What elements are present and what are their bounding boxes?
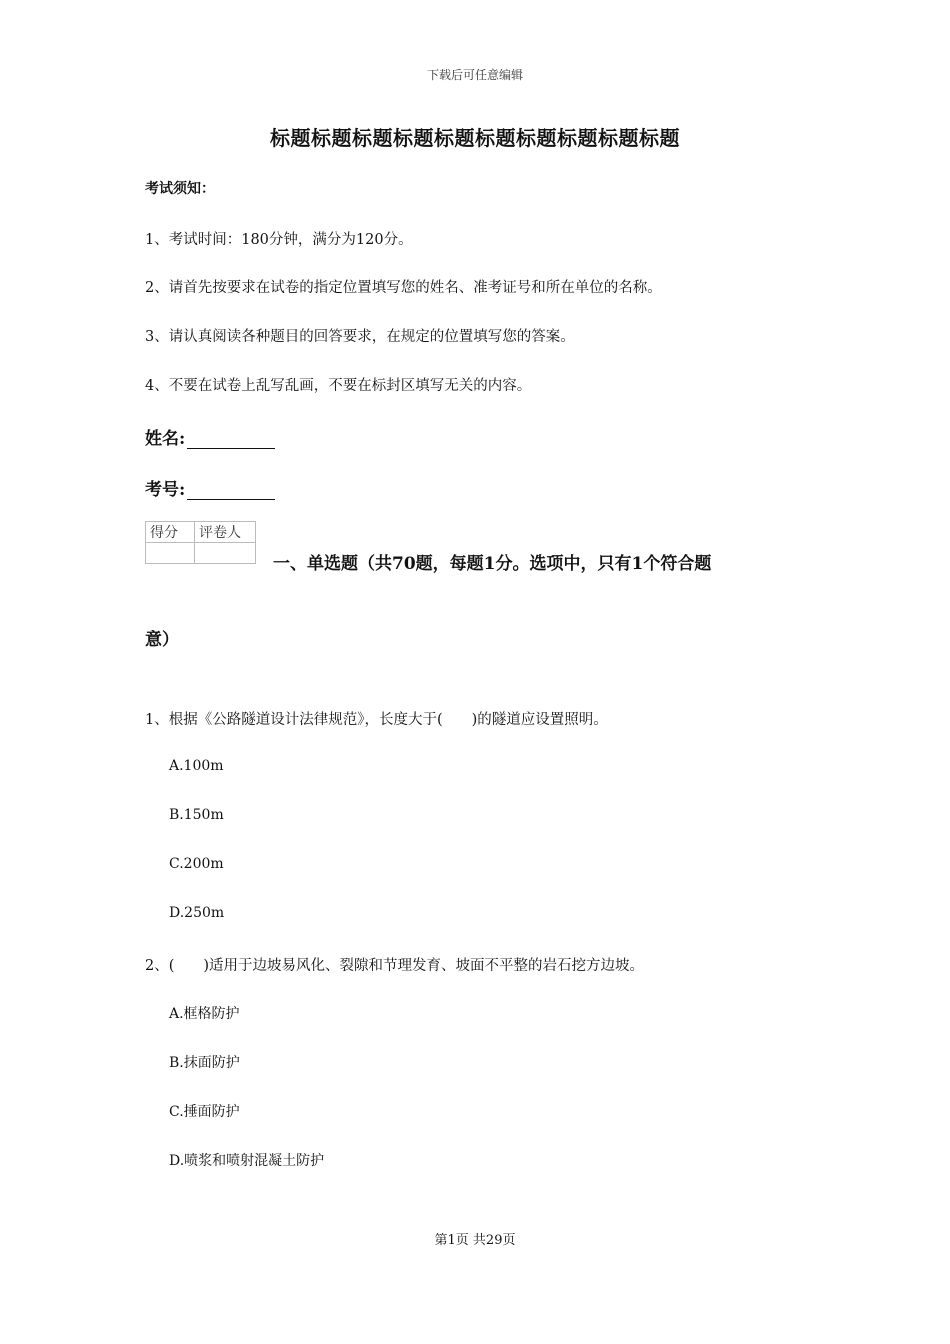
- name-label: 姓名:: [145, 429, 186, 449]
- notice-item-2: 2、请首先按要求在试卷的指定位置填写您的姓名、准考证号和所在单位的名称。: [145, 280, 662, 296]
- score-header: 得分: [146, 522, 195, 543]
- question-2-option-a: A.框格防护: [169, 1006, 240, 1022]
- question-2-option-b: B.抹面防护: [169, 1055, 240, 1071]
- notice-item-3: 3、请认真阅读各种题目的回答要求，在规定的位置填写您的答案。: [145, 329, 575, 345]
- grader-header: 评卷人: [195, 522, 256, 543]
- name-blank[interactable]: [187, 430, 275, 449]
- score-table-header-row: [146, 522, 256, 543]
- section-heading: 一、单选题（共70题，每题1分。选项中，只有1个符合题: [273, 554, 712, 574]
- question-1-option-b: B.150m: [169, 807, 224, 823]
- score-table: [145, 521, 256, 564]
- notice-item-1: 1、考试时间：180分钟，满分为120分。: [145, 232, 413, 248]
- section-heading-continued: 意）: [145, 630, 179, 650]
- score-cell[interactable]: [146, 543, 195, 564]
- question-2: 2、( )适用于边坡易风化、裂隙和节理发育、坡面不平整的岩石挖方边坡。: [145, 958, 645, 974]
- exam-id-label: 考号:: [145, 480, 186, 500]
- header-note: 下载后可任意编辑: [426, 68, 523, 82]
- grader-cell[interactable]: [195, 543, 256, 564]
- page-number-footer: 第1页 共29页: [434, 1233, 516, 1248]
- notice-heading: 考试须知：: [145, 181, 215, 197]
- exam-id-field[interactable]: [145, 475, 275, 500]
- question-1-option-d: D.250m: [169, 905, 225, 921]
- exam-id-blank[interactable]: [187, 481, 275, 500]
- document-title: 标题标题标题标题标题标题标题标题标题标题: [270, 126, 680, 150]
- name-field[interactable]: [145, 424, 275, 449]
- question-2-option-d: D.喷浆和喷射混凝土防护: [169, 1153, 325, 1169]
- question-1-option-c: C.200m: [169, 856, 224, 872]
- question-1: 1、根据《公路隧道设计法律规范》，长度大于( )的隧道应设置照明。: [145, 712, 608, 728]
- notice-item-4: 4、不要在试卷上乱写乱画，不要在标封区填写无关的内容。: [145, 378, 532, 394]
- question-1-option-a: A.100m: [169, 758, 224, 774]
- question-2-option-c: C.捶面防护: [169, 1104, 240, 1120]
- score-table-value-row: [146, 543, 256, 564]
